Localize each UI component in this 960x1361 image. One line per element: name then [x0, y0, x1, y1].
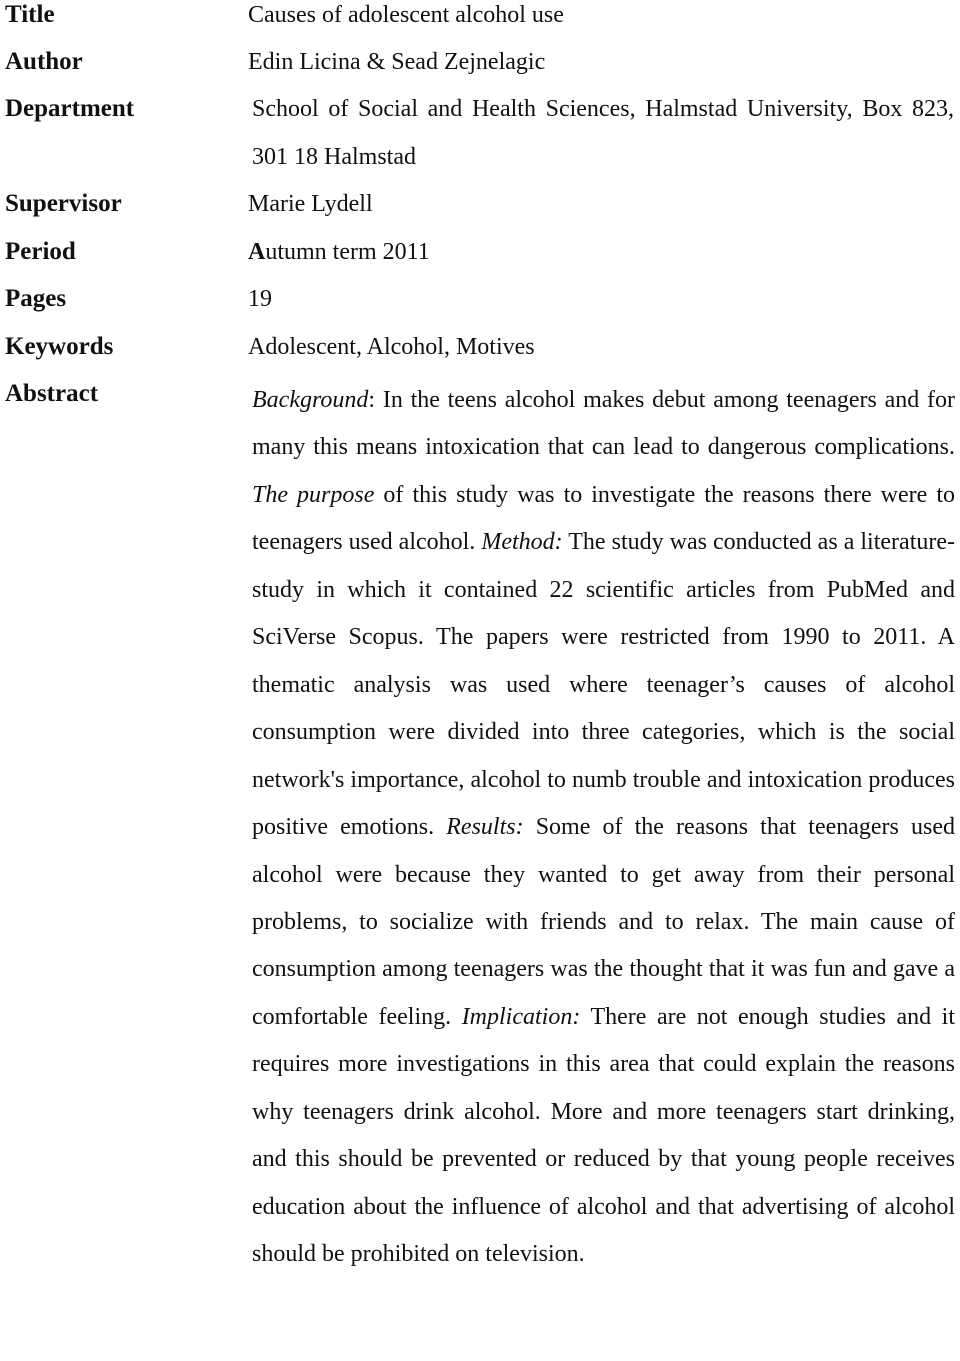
abstract-implication-label: Implication:	[461, 1003, 581, 1030]
abstract-purpose-label: The purpose	[252, 481, 375, 508]
department-value: School of Social and Health Sciences, Halmstad University, Box 823, 301 18 Halmstad	[252, 96, 954, 170]
period-value-rest: utumn term 2011	[265, 239, 430, 265]
period-value	[248, 237, 430, 267]
department-label: Department	[5, 95, 135, 122]
abstract-implication-text: There are not enough studies and it requires more investigations in this area that could explain the reasons why teenagers drink alcohol. More and more teenagers start drinking, and this should be prevented or reduced by that young people receives education about the influence of alcohol and that advertising of alcohol should be prohibited on television.	[252, 1003, 956, 1268]
period-label: Period	[5, 238, 76, 265]
abstract-label: Abstract	[5, 380, 99, 407]
keywords-value: Adolescent, Alcohol, Motives	[248, 334, 535, 360]
abstract-results-label: Results:	[446, 814, 524, 841]
abstract-body	[252, 377, 955, 1279]
author-label: Author	[5, 48, 83, 75]
title-label: Title	[5, 1, 55, 28]
author-value: Edin Licina & Sead Zejnelagic	[248, 49, 546, 75]
abstract-background-text: : In the teens alcohol makes debut among teenagers and for many this means intoxication that can lead to dangerous complications.	[252, 387, 955, 461]
abstract-background-label: Background	[252, 387, 369, 413]
supervisor-label: Supervisor	[5, 190, 122, 217]
title-value: Causes of adolescent alcohol use	[248, 2, 564, 28]
abstract-method-label: Method:	[481, 529, 563, 556]
pages-label: Pages	[5, 285, 67, 312]
supervisor-value: Marie Lydell	[248, 191, 373, 217]
abstract-method-text: The study was conducted as a literature-study in which it contained 22 scientific articles from PubMed and SciVerse Scopus. The papers were restricted from 1990 to 2011. A thematic analysis was used where teenager’s causes of alcohol consumption were divided into three categories, which is the social network's importance, alcohol to numb trouble and intoxication produces positive emotions.	[252, 529, 955, 841]
abstract-purpose-text: of this study was to investigate the reasons there were to teenagers used alcohol.	[252, 481, 955, 556]
abstract-results-text: Some of the reasons that teenagers used alcohol were because they wanted to get away from their personal problems, to socialize with friends and to relax. The main cause of consumption among teenagers was the thought that it was fun and gave a comfortable feeling.	[252, 814, 955, 1030]
keywords-label: Keywords	[5, 333, 114, 360]
period-value-initial: A	[248, 239, 266, 265]
pages-value: 19	[248, 286, 272, 312]
